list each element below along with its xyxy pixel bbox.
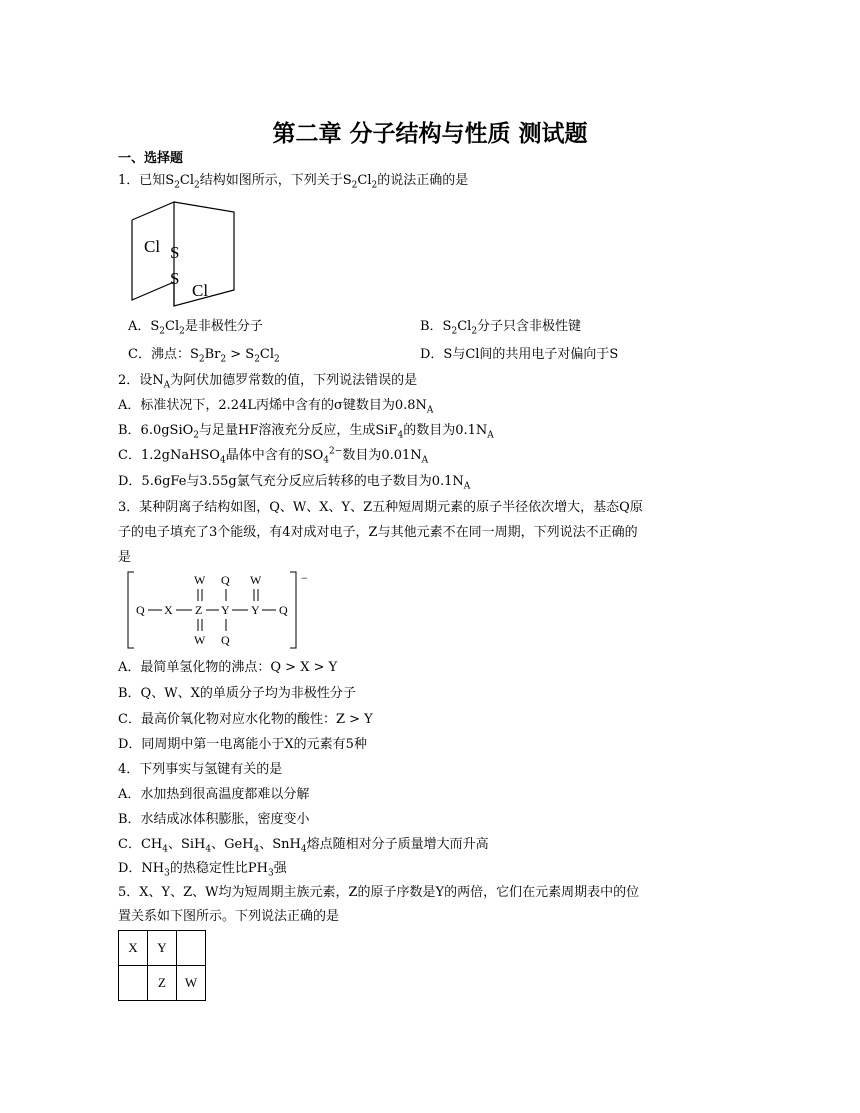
fig-q-right: Q (279, 603, 288, 617)
q2-option-d: D．5.6gFe与3.55g氯气充分反应后转移的电子数目为$0.1N_A$ (118, 474, 471, 492)
fig-y-right: Y (251, 603, 260, 617)
q1-option-b: B．$S_2Cl_2$分子只含非极性键 (420, 319, 582, 337)
fig-s-upper: S (170, 243, 180, 262)
q5-stem-line1: 5．X、Y、Z、W均为短周期主族元素，Z的原子序数是Y的两倍，它们在元素周期表中的位 (118, 885, 640, 900)
fig-cl-left: Cl (144, 237, 161, 256)
fig-z: Z (195, 603, 203, 617)
q5-periodic-table-fragment (118, 930, 206, 1001)
fig-w-top-left: W (194, 573, 206, 587)
q1-option-d: D．S与Cl间的共用电子对偏向于S (420, 347, 619, 362)
table-cell: Y (148, 931, 177, 966)
fig-q-left: Q (136, 603, 145, 617)
fig-charge: − (301, 571, 308, 585)
fig-y-left: Y (221, 603, 230, 617)
q3-option-d: D．同周期中第一电离能小于X的元素有5种 (118, 737, 367, 752)
q5-stem-line2: 置关系如下图所示。下列说法正确的是 (118, 909, 340, 924)
fig-cl-right: Cl (192, 281, 209, 300)
q2-stem: 2．设$N_A$为阿伏加德罗常数的值，下列说法错误的是 (118, 373, 418, 391)
q3-stem-line1: 3．某种阴离子结构如图，Q、W、X、Y、Z五种短周期元素的原子半径依次增大，基态Q原 (118, 500, 643, 515)
q2-option-c: C．1.2gNaHSO$_4$晶体中含有的$SO_4^{2-}$数目为$0.01N_A$ (118, 446, 429, 466)
section-heading: 一、选择题 (118, 151, 184, 166)
table-cell: W (177, 966, 206, 1001)
q3-option-a: A．最简单氢化物的沸点：Q > X > Y (118, 660, 338, 675)
fig-w-top-right: W (250, 573, 262, 587)
fig-s-lower: S (170, 269, 180, 288)
q1-structure-figure (122, 198, 242, 310)
q1-stem: 1．已知$S_2Cl_2$结构如图所示，下列关于$S_2Cl_2$的说法正确的是 (118, 173, 469, 191)
q3-anion-structure-figure (118, 568, 318, 652)
q1-option-c: C．沸点：$S_2Br_2 > S_2Cl_2$ (128, 347, 280, 365)
fig-q-bottom: Q (221, 633, 230, 647)
q4-option-a: A．水加热到很高温度都难以分解 (118, 787, 310, 802)
table-cell (177, 931, 206, 966)
table-row (119, 931, 206, 966)
fig-w-bottom: W (194, 633, 206, 647)
table-cell: X (119, 931, 148, 966)
table-row (119, 966, 206, 1001)
fig-q-top: Q (221, 573, 230, 587)
q3-option-c: C．最高价氧化物对应水化物的酸性：Z > Y (118, 712, 373, 727)
q1-option-a: A．$S_2Cl_2$是非极性分子 (128, 319, 263, 337)
page-title: 第二章 分子结构与性质 测试题 (272, 121, 588, 147)
table-cell: Z (148, 966, 177, 1001)
q4-stem: 4．下列事实与氢键有关的是 (118, 762, 283, 777)
fig-x: X (164, 603, 173, 617)
q4-option-b: B．水结成冰体积膨胀，密度变小 (118, 812, 310, 827)
q3-option-b: B．Q、W、X的单质分子均为非极性分子 (118, 686, 356, 701)
q4-option-c: C．$CH_4$、SiH$_4$、GeH$_4$、SnH$_4$熔点随相对分子质量增大而升高 (118, 837, 489, 855)
table-cell (119, 966, 148, 1001)
q2-option-a: A．标准状况下，2.24L丙烯中含有的σ键数目为$0.8N_A$ (118, 398, 434, 416)
q4-option-d: D．$NH_3$的热稳定性比$PH_3$强 (118, 861, 287, 879)
q3-stem-line3: 是 (118, 550, 132, 565)
q2-option-b: B．6.0gSiO$_2$与足量HF溶液充分反应，生成SiF$_4$的数目为$0.1N_A$ (118, 423, 494, 441)
q3-stem-line2: 子的电子填充了3个能级，有4对成对电子，Z与其他元素不在同一周期，下列说法不正确的 (118, 525, 638, 540)
